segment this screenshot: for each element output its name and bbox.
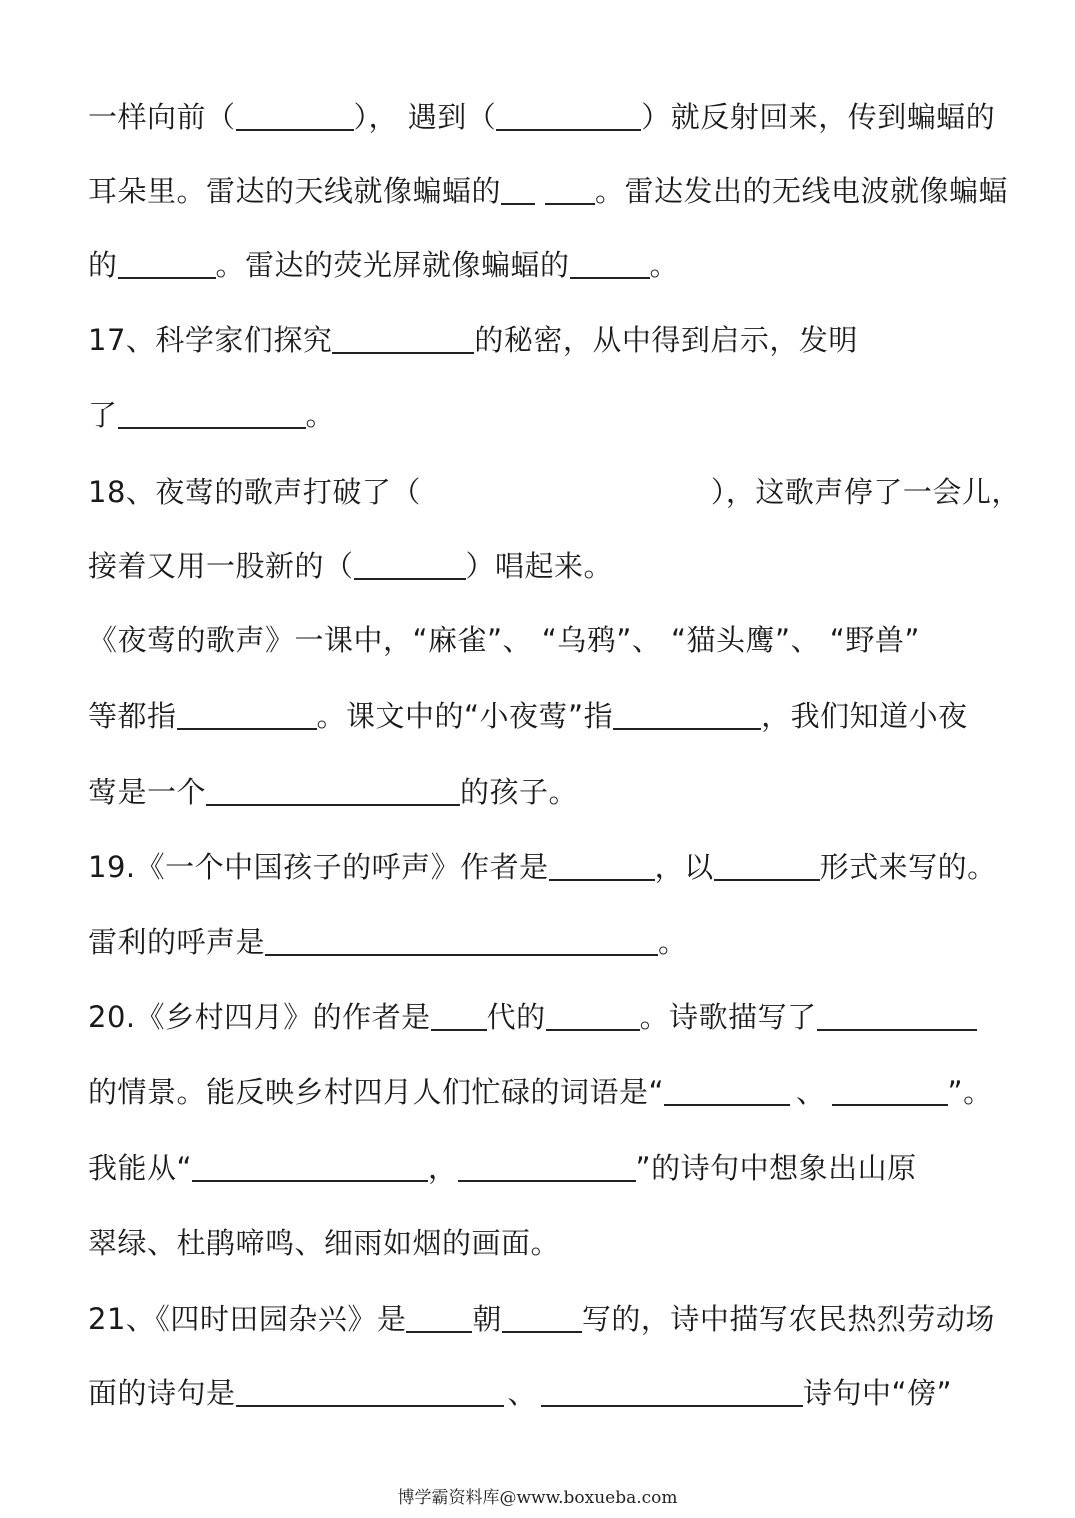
- line-text: 20.《乡村四月》的作者是: [88, 1000, 431, 1034]
- answer-blank[interactable]: [832, 1074, 948, 1106]
- answer-blank[interactable]: [549, 849, 655, 881]
- line-text: 的秘密，从中得到启示，发明: [474, 323, 858, 357]
- answer-blank[interactable]: [332, 322, 474, 354]
- answer-blank[interactable]: [118, 397, 306, 429]
- line-14: [88, 1072, 993, 1112]
- line-text: 的情景。能反映乡村四月人们忙碌的词语是“: [88, 1075, 665, 1109]
- answer-blank[interactable]: [236, 99, 354, 131]
- line-text: 19.《一个中国孩子的呼声》作者是: [88, 850, 549, 884]
- line-text: 。诗歌描写了: [639, 1000, 817, 1034]
- answer-blank[interactable]: [265, 924, 658, 956]
- line-text: 翠绿、杜鹃啼鸣、细雨如烟的画面。: [88, 1226, 561, 1260]
- line-text: 。: [305, 398, 336, 432]
- line-11: [88, 847, 997, 887]
- line-text: 、: [507, 1376, 538, 1410]
- answer-blank[interactable]: [431, 999, 487, 1031]
- page-footer: 博学霸资料库@www.boxueba.com: [397, 1488, 678, 1508]
- line-4: [88, 320, 858, 360]
- line-text: 17、科学家们探究: [88, 323, 333, 357]
- answer-blank[interactable]: [177, 698, 317, 730]
- answer-blank[interactable]: [546, 999, 640, 1031]
- line-2: [88, 171, 1008, 211]
- line-3: [88, 245, 679, 285]
- line-6: [88, 472, 1021, 512]
- answer-blank[interactable]: [613, 698, 761, 730]
- line-text: 的孩子。: [460, 775, 579, 809]
- line-text: 一样向前（: [88, 100, 236, 134]
- answer-blank[interactable]: [664, 1074, 790, 1106]
- line-text: 面的诗句是: [88, 1376, 236, 1410]
- line-text: 等都指: [88, 699, 177, 733]
- answer-blank[interactable]: [501, 173, 535, 205]
- line-17: [88, 1299, 995, 1339]
- answer-blank[interactable]: [570, 247, 650, 279]
- line-text: ）， 遇到（: [353, 100, 497, 134]
- answer-blank[interactable]: [541, 1375, 803, 1407]
- answer-blank[interactable]: [236, 1375, 504, 1407]
- line-text: 、: [796, 1075, 826, 1109]
- line-text: 莺是一个: [88, 775, 207, 809]
- answer-blank[interactable]: [118, 247, 216, 279]
- answer-blank[interactable]: [545, 173, 595, 205]
- line-text: 朝: [472, 1302, 502, 1336]
- line-1: [88, 97, 995, 137]
- line-text: 了: [88, 398, 118, 432]
- line-text: 代的: [486, 1000, 546, 1034]
- line-12: [88, 922, 688, 962]
- line-text: ），这歌声停了一会儿，: [710, 475, 1021, 509]
- line-text: ）唱起来。: [465, 549, 614, 583]
- line-9: [88, 696, 968, 736]
- line-text: 《夜莺的歌声》一课中，“麻雀”、 “乌鸦”、 “猫头鹰”、 “野兽”: [88, 623, 920, 657]
- line-text: ，以: [654, 850, 714, 884]
- answer-blank[interactable]: [406, 1301, 472, 1333]
- answer-blank[interactable]: [354, 548, 466, 580]
- line-13: [88, 997, 977, 1037]
- answer-blank[interactable]: [458, 1150, 636, 1182]
- line-text: 耳朵里。雷达的天线就像蝙蝠的: [88, 174, 502, 208]
- line-18: [88, 1373, 952, 1413]
- line-text: ”的诗句中想象出山原: [635, 1151, 917, 1185]
- answer-blank[interactable]: [817, 999, 977, 1031]
- line-text: 。雷达发出的无线电波就像蝙蝠: [595, 174, 1009, 208]
- line-5: [88, 395, 335, 435]
- line-text: ）就反射回来，传到蝙蝠的: [641, 100, 996, 134]
- line-10: [88, 772, 578, 812]
- answer-blank[interactable]: [502, 1301, 582, 1333]
- line-text: 。: [649, 248, 680, 282]
- answer-blank[interactable]: [206, 774, 460, 806]
- line-text: 我能从“: [88, 1151, 193, 1185]
- line-text: 18、夜莺的歌声打破了（: [88, 475, 421, 509]
- answer-blank[interactable]: [714, 849, 820, 881]
- line-text: 。雷达的荧光屏就像蝙蝠的: [215, 248, 570, 282]
- line-8: [88, 620, 920, 660]
- line-text: ”。: [947, 1075, 993, 1109]
- line-text: 写的，诗中描写农民热烈劳动场: [581, 1302, 995, 1336]
- line-text: 。: [658, 925, 688, 959]
- line-text: 的: [88, 248, 118, 282]
- line-text: ，: [428, 1151, 458, 1185]
- line-text: ，我们知道小夜: [761, 699, 968, 733]
- line-7: [88, 546, 613, 586]
- line-text: 21、《四时田园杂兴》是: [88, 1302, 407, 1336]
- line-text: 雷利的呼声是: [88, 925, 266, 959]
- line-text: 。课文中的“小夜莺”指: [316, 699, 614, 733]
- line-16: [88, 1223, 560, 1263]
- line-text: 诗句中“傍”: [803, 1376, 953, 1410]
- line-15: [88, 1148, 917, 1188]
- answer-blank[interactable]: [192, 1150, 428, 1182]
- line-text: 形式来写的。: [819, 850, 997, 884]
- answer-blank[interactable]: [496, 99, 641, 131]
- line-text: 接着又用一股新的（: [88, 549, 354, 583]
